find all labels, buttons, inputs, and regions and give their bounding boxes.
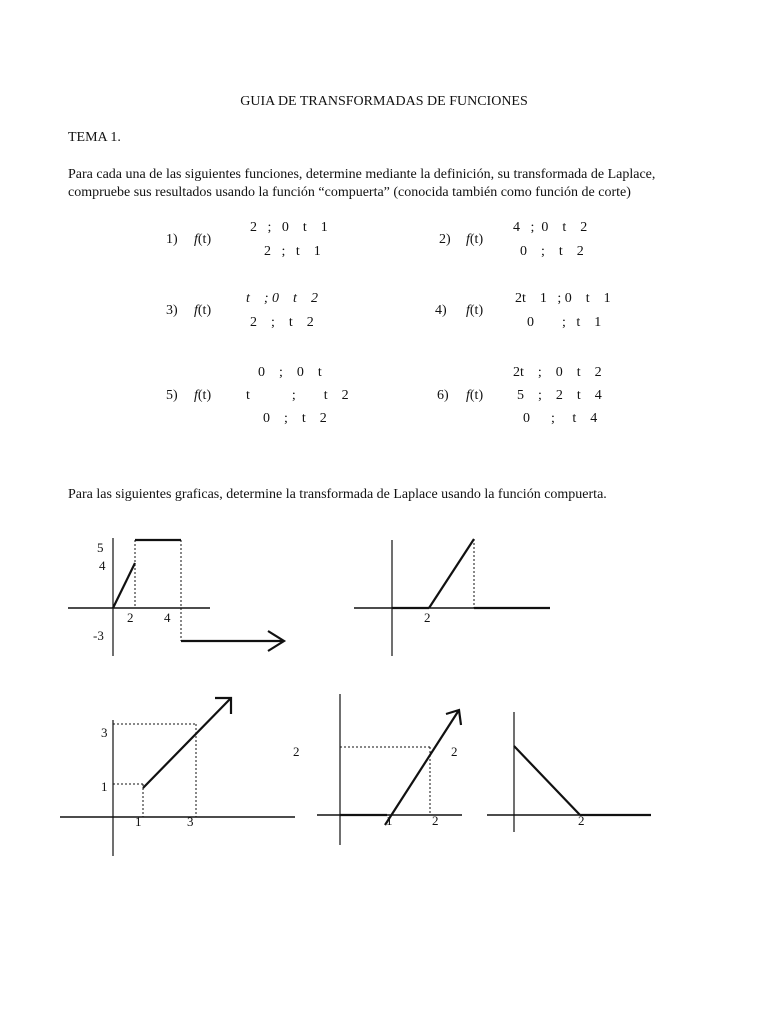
graph-3 <box>60 698 295 856</box>
problem-number: 2) <box>439 232 451 247</box>
section-heading: TEMA 1. <box>68 130 121 145</box>
y-label: 1 <box>101 779 108 794</box>
problem-number: 5) <box>166 388 178 403</box>
function-label: f(t) <box>194 303 212 318</box>
y-label: -3 <box>93 628 104 643</box>
piece-line: 2 ; 0 t 1 <box>250 220 328 235</box>
piece-line: 4 ; 0 t 2 <box>513 220 588 235</box>
page-title: GUIA DE TRANSFORMADAS DE FUNCIONES <box>240 94 528 109</box>
y-label: 2 <box>293 744 300 759</box>
function-label: f(t) <box>194 388 212 403</box>
piece-line: 0 ; t 2 <box>263 411 327 426</box>
piece-line: 0 ; t 4 <box>523 411 598 426</box>
piece-line: t ; 0 t 2 <box>246 291 318 306</box>
ramp-segment <box>143 698 231 788</box>
problem-number: 1) <box>166 232 178 247</box>
x-label: 2 <box>578 813 585 828</box>
x-label: 4 <box>164 610 171 625</box>
y-label: 5 <box>97 540 104 555</box>
intro-paragraph: Para cada una de las siguientes funciones, determine mediante la definición, su transformada de Laplace, compruebe sus resultados usando la función “compuerta” (conocida también como función de corte) <box>68 167 656 200</box>
x-label: 1 <box>135 814 142 829</box>
graph-2 <box>354 539 550 656</box>
x-label: 3 <box>187 814 194 829</box>
x-label: 2 <box>432 813 439 828</box>
piece-line: t ; t 2 <box>246 388 349 403</box>
ramp-segment <box>385 710 459 825</box>
piece-line: 5 ; 2 t 4 <box>517 388 602 403</box>
piece-line: 0 ; 0 t <box>258 365 322 380</box>
function-label: f(t) <box>194 232 212 247</box>
function-label: f(t) <box>466 303 484 318</box>
y-label: 2 <box>451 744 458 759</box>
piece-line: 0 ; t 2 <box>520 244 584 259</box>
problem-number: 4) <box>435 303 447 318</box>
function-label: f(t) <box>466 388 484 403</box>
piece-line: 0 ; t 1 <box>527 315 602 330</box>
graph-5 <box>487 712 651 832</box>
ramp-segment <box>113 563 135 608</box>
ramp-segment <box>429 539 474 608</box>
ramp-segment <box>514 746 580 815</box>
piece-line: 2 ; t 2 <box>250 315 314 330</box>
piece-line: 2 ; t 1 <box>264 244 321 259</box>
y-label: 3 <box>101 725 108 740</box>
piece-line: 2t ; 0 t 2 <box>513 365 602 380</box>
piece-line: 2t 1 ; 0 t 1 <box>515 291 611 306</box>
y-label: 4 <box>99 558 106 573</box>
function-label: f(t) <box>466 232 484 247</box>
x-label: 2 <box>127 610 134 625</box>
graphs-intro: Para las siguientes graficas, determine la transformada de Laplace usando la función compuerta. <box>68 487 607 502</box>
x-label: 2 <box>424 610 431 625</box>
x-label: 1 <box>386 813 393 828</box>
problem-number: 6) <box>437 388 449 403</box>
problem-number: 3) <box>166 303 178 318</box>
